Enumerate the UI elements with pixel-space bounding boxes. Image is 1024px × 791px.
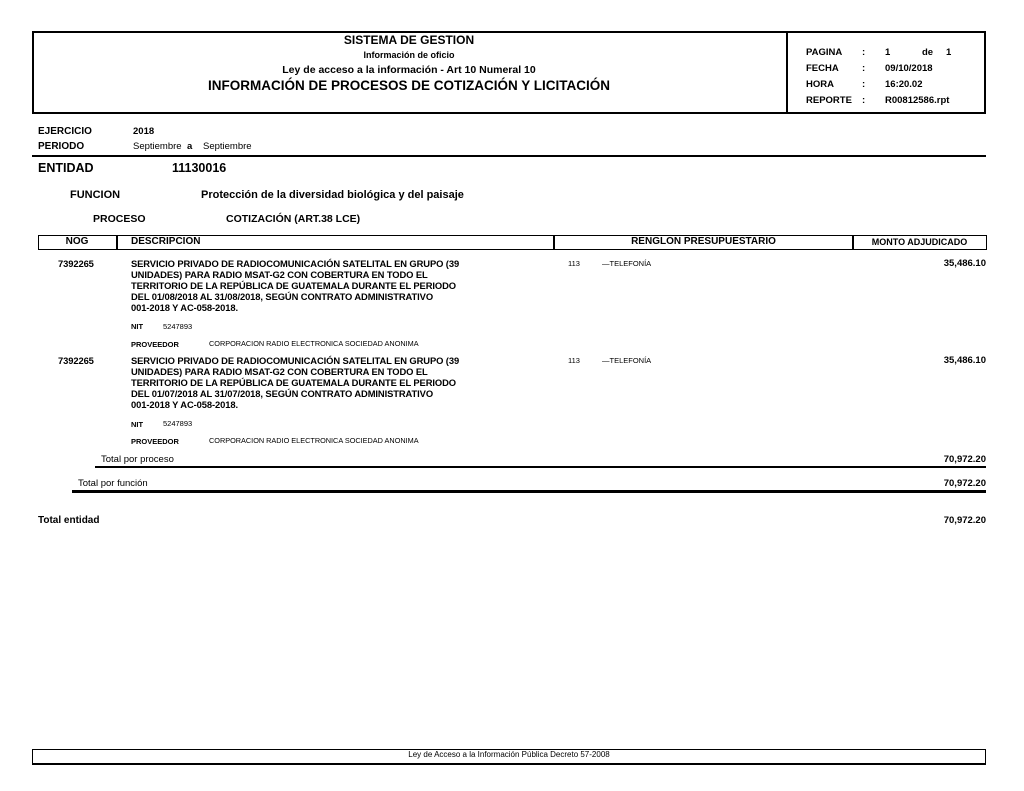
column-header-renglon: RENGLON PRESUPUESTARIO: [631, 236, 776, 247]
column-separator: [116, 235, 118, 250]
description-line: UNIDADES) PARA RADIO MSAT-G2 CON COBERTURA EN TODO EL: [131, 366, 428, 377]
filters-divider: [32, 155, 986, 157]
description-cell: [131, 258, 551, 313]
de-label: de: [922, 47, 934, 58]
column-header-descripcion: DESCRIPCION: [131, 236, 201, 247]
renglon-code: 113: [568, 356, 580, 365]
proveedor-label: PROVEEDOR: [131, 437, 179, 446]
entidad-value: 11130016: [172, 161, 227, 175]
nog-cell: 7392265: [58, 258, 94, 269]
total-entidad-value: 70,972.20: [943, 515, 986, 526]
periodo-a: a: [187, 141, 193, 152]
hora-label: HORA: [806, 79, 834, 90]
proceso-label: PROCESO: [93, 213, 146, 225]
column-header-monto: MONTO ADJUDICADO: [871, 237, 968, 247]
ejercicio-value: 2018: [133, 126, 155, 137]
description-line: SERVICIO PRIVADO DE RADIOCOMUNICACIÓN SATELITAL EN GRUPO (39: [131, 355, 460, 366]
renglon-desc: —TELEFONÍA: [602, 356, 652, 365]
colon: :: [862, 47, 866, 58]
pagina-value: 1: [885, 47, 891, 58]
total-funcion-value: 70,972.20: [943, 478, 986, 489]
total-proceso-label: Total por proceso: [101, 454, 174, 465]
nit-label: NIT: [131, 420, 144, 429]
proceso-value: COTIZACIÓN (ART.38 LCE): [226, 213, 361, 225]
header-divider: [786, 31, 788, 114]
nit-label: NIT: [131, 322, 144, 331]
nit-value: 5247893: [163, 322, 193, 331]
total-paginas: 1: [946, 47, 952, 58]
entidad-label: ENTIDAD: [38, 161, 94, 175]
header-subtitle: Información de oficio: [363, 50, 455, 60]
footer-text: Ley de Acceso a la Información Pública Decreto 57-2008: [408, 750, 610, 759]
fecha-label: FECHA: [806, 63, 839, 74]
description-line: SERVICIO PRIVADO DE RADIOCOMUNICACIÓN SATELITAL EN GRUPO (39: [131, 258, 460, 269]
system-title: SISTEMA DE GESTION: [343, 33, 475, 47]
fecha-value: 09/10/2018: [885, 63, 933, 74]
monto-cell: 35,486.10: [943, 258, 986, 269]
reporte-value: R00812586.rpt: [885, 95, 950, 106]
proveedor-value: CORPORACION RADIO ELECTRONICA SOCIEDAD ANONIMA: [209, 436, 419, 445]
renglon-code: 113: [568, 259, 580, 268]
periodo-desde: Septiembre: [133, 141, 182, 152]
monto-cell: 35,486.10: [943, 355, 986, 366]
total-entidad-label: Total entidad: [38, 515, 100, 526]
description-line: DEL 01/08/2018 AL 31/08/2018, SEGÚN CONTRATO ADMINISTRATIVO: [131, 291, 434, 302]
proveedor-value: CORPORACION RADIO ELECTRONICA SOCIEDAD ANONIMA: [209, 339, 419, 348]
periodo-hasta: Septiembre: [203, 141, 252, 152]
total-funcion-underline: [72, 490, 986, 493]
description-line: TERRITORIO DE LA REPÚBLICA DE GUATEMALA DURANTE EL PERIODO: [131, 280, 456, 291]
colon: :: [862, 63, 866, 74]
description-line: DEL 01/07/2018 AL 31/07/2018, SEGÚN CONTRATO ADMINISTRATIVO: [131, 388, 434, 399]
funcion-value: Protección de la diversidad biológica y del paisaje: [201, 189, 464, 201]
colon: :: [862, 95, 866, 106]
renglon-desc: —TELEFONÍA: [602, 259, 652, 268]
header-law: Ley de acceso a la información - Art 10 Numeral 10: [282, 64, 536, 76]
report-title: INFORMACIÓN DE PROCESOS DE COTIZACIÓN Y LICITACIÓN: [207, 78, 611, 93]
description-line: UNIDADES) PARA RADIO MSAT-G2 CON COBERTURA EN TODO EL: [131, 269, 428, 280]
total-proceso-underline: [95, 466, 986, 468]
description-line: 001-2018 Y AC-058-2018.: [131, 399, 238, 410]
hora-value: 16:20.02: [885, 79, 923, 90]
nog-cell: 7392265: [58, 355, 94, 366]
colon: :: [862, 79, 866, 90]
proveedor-label: PROVEEDOR: [131, 340, 179, 349]
periodo-label: PERIODO: [38, 141, 85, 152]
funcion-label: FUNCION: [70, 189, 121, 201]
description-cell: [131, 355, 551, 410]
total-proceso-value: 70,972.20: [943, 454, 986, 465]
description-line: TERRITORIO DE LA REPÚBLICA DE GUATEMALA DURANTE EL PERIODO: [131, 377, 456, 388]
description-line: 001-2018 Y AC-058-2018.: [131, 302, 238, 313]
footer-bottom-line: [32, 763, 986, 765]
pagina-label: PAGINA: [806, 47, 843, 58]
reporte-label: REPORTE: [806, 95, 852, 106]
ejercicio-label: EJERCICIO: [38, 126, 92, 137]
total-funcion-label: Total por función: [78, 478, 148, 489]
column-header-nog: NOG: [65, 236, 89, 247]
nit-value: 5247893: [163, 419, 193, 428]
